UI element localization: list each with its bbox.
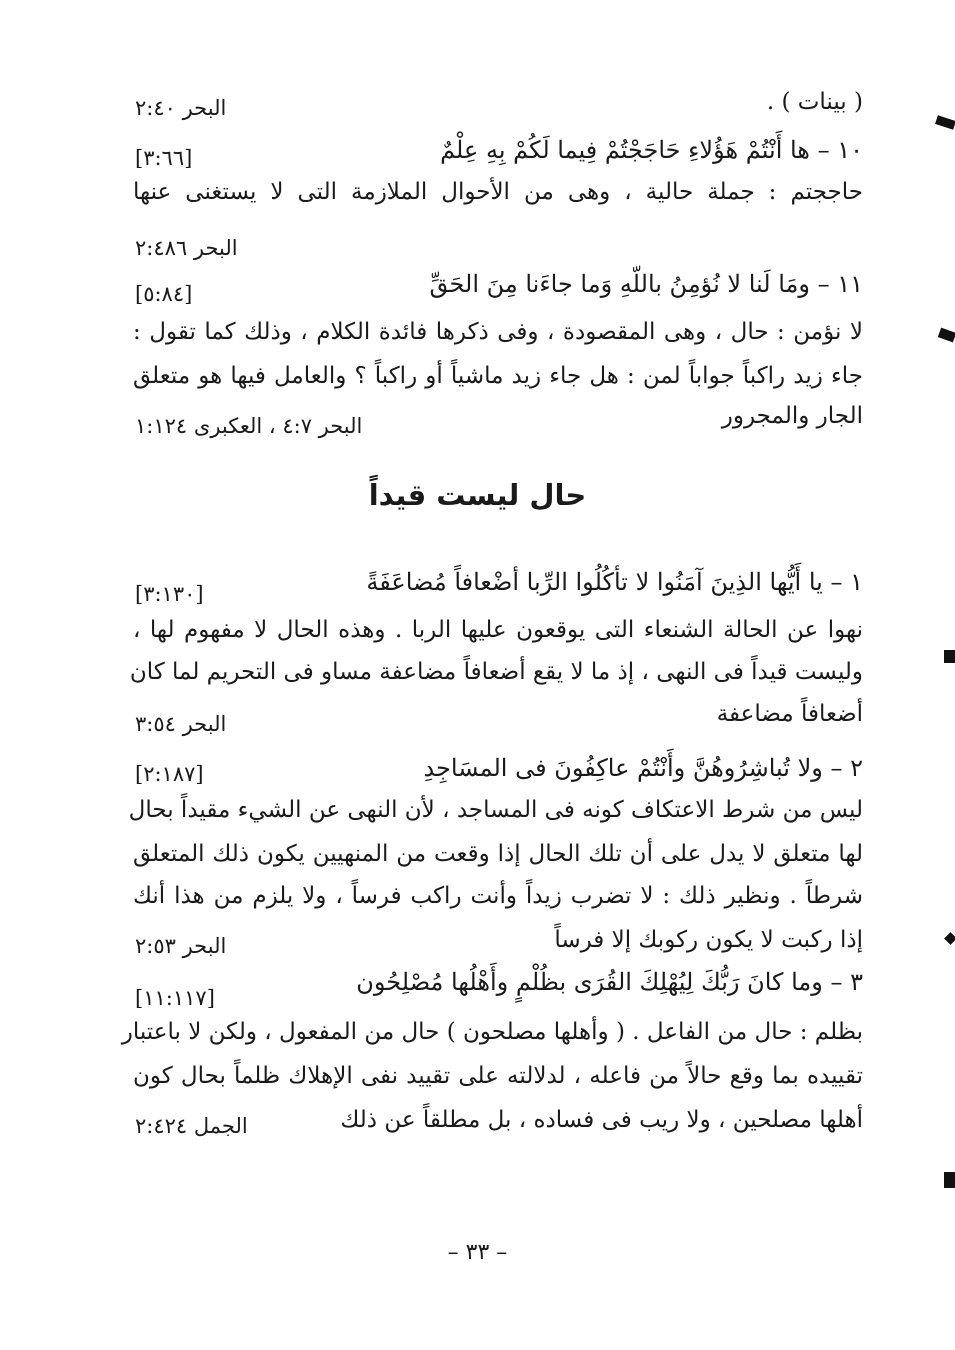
- source-reference: البحر ٤:٧ ، العكبرى ١:١٢٤: [135, 414, 363, 438]
- text-line: بظلم : حال من الفاعل . ( وأهلها مصلحون ) حال من المفعول ، ولكن لا باعتبار: [121, 1019, 863, 1045]
- scan-mark: [935, 115, 955, 129]
- text-line: وليست قيداً فى النهى ، إذ ما لا يقع أضعافاً مضاعفة مساو فى التحريم لما كان: [129, 659, 863, 685]
- section-heading: حال ليست قيداً: [368, 478, 587, 512]
- source-reference: البحر ٢:٥٣: [135, 934, 227, 958]
- text-line: الجار والمجرور: [721, 403, 863, 429]
- verse-reference: [٣:١٣٠]: [135, 582, 204, 606]
- text-line: ( بينات ) .: [766, 89, 863, 115]
- source-reference: البحر ٢:٤٨٦: [135, 236, 238, 260]
- text-line: نهوا عن الحالة الشنعاء التى يوقعون عليها الربا . وهذه الحال لا مفهوم لها ،: [133, 617, 863, 643]
- page-number: – ٣٣ –: [447, 1240, 508, 1265]
- verse-reference: [٣:٦٦]: [135, 146, 193, 170]
- scan-mark: [938, 328, 955, 343]
- text-line: لا نؤمن : حال ، وهى المقصودة ، وفى ذكرها فائدة الكلام ، وذلك كما تقول :: [133, 319, 863, 345]
- verse-line: ١٠ – ها أَنْتُمْ هَؤُلاءِ حَاجَجْتُمْ فِيما لَكُمْ بِهِ عِلْمٌ: [440, 136, 863, 164]
- text-line: جاء زيد راكباً جواباً لمن : هل جاء زيد ماشياً أو راكباً ؟ والعامل فيها هو متعلق: [133, 363, 863, 389]
- text-line: إذا ركبت لا يكون ركوبك إلا فرساً: [554, 927, 863, 953]
- verse-reference: [٢:١٨٧]: [135, 762, 204, 786]
- source-reference: البحر ٢:٤٠: [135, 96, 227, 120]
- text-line: تقييده بما وقع حالاً من فاعله ، لدلالته على تقييد نفى الإهلاك ظلماً بحال كون: [133, 1063, 863, 1089]
- scan-mark: [944, 650, 955, 663]
- verse-reference: [٥:٨٤]: [135, 282, 193, 306]
- source-reference: الجمل ٢:٤٢٤: [135, 1114, 248, 1138]
- text-line: لها متعلق لا يدل على أن تلك الحال إذا وقعت من المنهيين يكون ذلك المتعلق: [133, 841, 863, 867]
- text-line: أضعافاً مضاعفة: [716, 701, 863, 727]
- text-line: ليس من شرط الاعتكاف كونه فى المساجد ، لأن النهى عن الشيء مقيداً بحال: [128, 797, 863, 823]
- verse-line: ٣ – وما كانَ رَبُّكَ لِيُهْلِكَ القُرَى بظُلْمٍ وأَهْلُها مُصْلِحُون: [356, 968, 863, 996]
- scan-mark: [944, 1172, 955, 1188]
- text-line: أهلها مصلحين ، ولا ريب فى فساده ، بل مطلقاً عن ذلك: [340, 1107, 863, 1133]
- verse-line: ١١ – ومَا لَنا لا نُؤمِنُ باللّهِ وَما جاءَنا مِنَ الحَقِّ: [429, 270, 863, 298]
- verse-line: ٢ – ولا تُباشِرُوهُنَّ وأَنْتُمْ عاكِفُونَ فى المسَاجِدِ: [423, 754, 863, 782]
- source-reference: البحر ٣:٥٤: [135, 712, 227, 736]
- verse-reference: [١١:١١٧]: [135, 986, 215, 1010]
- text-line: شرطاً . ونظير ذلك : لا تضرب زيداً وأنت راكب فرساً ، ولا يلزم من هذا أنك: [133, 883, 863, 909]
- scan-mark: [944, 932, 955, 945]
- verse-line: ١ – يا أَيُّها الذِينَ آمَنُوا لا تأكُلُوا الرِّبا أضْعافاً مُضاعَفَةً: [366, 568, 863, 596]
- text-line: حاججتم : جملة حالية ، وهى من الأحوال الملازمة التى لا يستغنى عنها: [133, 179, 863, 205]
